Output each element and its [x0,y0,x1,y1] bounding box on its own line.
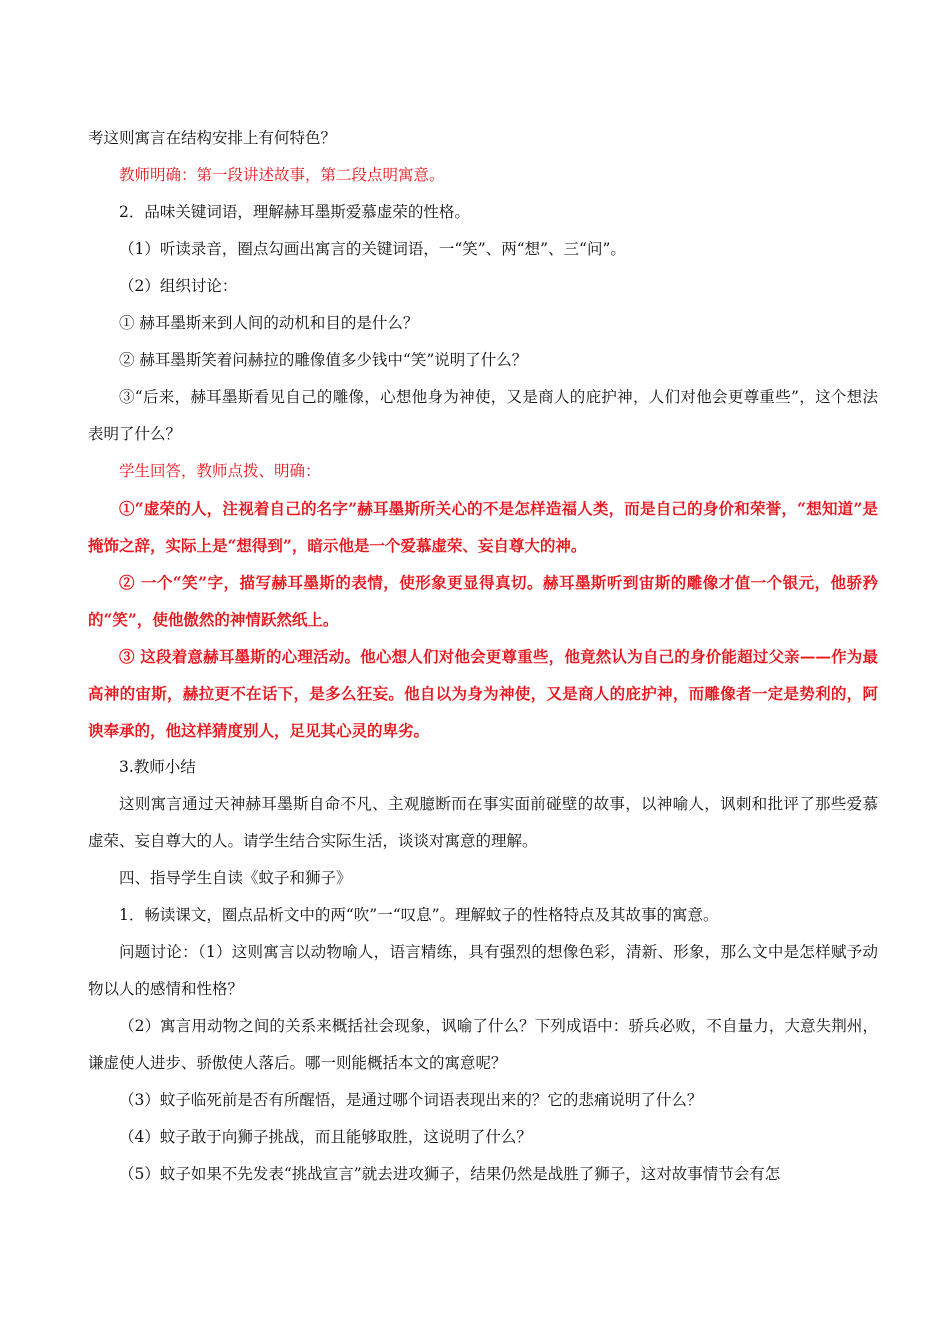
paragraph-section-four: 四、指导学生自读《蚊子和狮子》 [119,869,352,887]
paragraph-discussion-q5: （5）蚊子如果不先发表“挑战宣言”就去进攻狮子，结果仍然是战胜了狮子，这对故事情节会有怎 [119,1165,781,1183]
paragraph-summary: 这则寓言通过天神赫耳墨斯自命不凡、主观臆断而在事实面前碰壁的故事，以神喻人，讽刺和批评了那些爱慕虚荣、妄自尊大的人。请学生结合实际生活，谈谈对寓意的理解。 [88,795,878,850]
paragraph-discussion-q4: （4）蚊子敢于向狮子挑战，而且能够取胜，这说明了什么？ [119,1128,532,1146]
paragraph-question-2: ② 赫耳墨斯笑着问赫拉的雕像值多少钱中“笑”说明了什么？ [119,351,528,369]
paragraph-structure-question: 考这则寓言在结构安排上有何特色？ [88,129,337,147]
paragraph-teacher-clarify: 教师明确：第一段讲述故事，第二段点明寓意。 [119,166,445,184]
paragraph-answer-3: ③ 这段着意赫耳墨斯的心理活动。他心想人们对他会更尊重些，他竟然认为自己的身价能超过父亲——作为最高神的宙斯，赫拉更不在话下，是多么狂妄。他自以为身为神使，又是商人的庇护神，而雕像者一定是势利的，阿谀奉承的，他这样猜度别人，足见其心灵的卑劣。 [88,647,878,740]
paragraph-discussion-q1: 问题讨论：（1）这则寓言以动物喻人，语言精练，具有强烈的想像色彩，清新、形象，那么文中是怎样赋予动物以人的感情和性格？ [88,943,878,998]
paragraph-listen-recording: （1）听读录音，圈点勾画出寓言的关键词语，一“笑”、两“想”、三“问”。 [119,240,626,258]
paragraph-discussion-heading: （2）组织讨论： [119,277,238,295]
paragraph-keywords-heading: 2．品味关键词语，理解赫耳墨斯爱慕虚荣的性格。 [119,203,470,221]
document-page [88,120,878,1193]
paragraph-question-3: ③“后来，赫耳墨斯看见自己的雕像，心想他身为神使，又是商人的庇护神，人们对他会更尊重些”，这个想法表明了什么？ [88,388,878,443]
paragraph-question-1: ① 赫耳墨斯来到人间的动机和目的是什么？ [119,314,419,332]
paragraph-discussion-q2: （2）寓言用动物之间的关系来概括社会现象，讽喻了什么？下列成语中：骄兵必败，不自量力，大意失荆州，谦虚使人进步、骄傲使人落后。哪一则能概括本文的寓意呢？ [88,1017,878,1072]
paragraph-answer-1: ①“虚荣的人，注视着自己的名字”赫耳墨斯所关心的不是怎样造福人类，而是自己的身价和荣誉，“想知道”是掩饰之辞，实际上是“想得到”，暗示他是一个爱慕虚荣、妄自尊大的神。 [88,499,878,555]
paragraph-discussion-q3: （3）蚊子临死前是否有所醒悟，是通过哪个词语表现出来的？它的悲痛说明了什么？ [119,1091,703,1109]
paragraph-summary-heading: 3.教师小结 [119,758,196,776]
paragraph-answer-2: ② 一个“笑”字，描写赫耳墨斯的表情，使形象更显得真切。赫耳墨斯听到宙斯的雕像才值一个银元，他骄矜的“笑”，使他傲然的神情跃然纸上。 [88,573,878,629]
paragraph-student-answer: 学生回答，教师点拨、明确： [119,462,321,480]
paragraph-read-text: 1．畅读课文，圈点品析文中的两“吹”一“叹息”。理解蚊子的性格特点及其故事的寓意。 [119,906,719,924]
